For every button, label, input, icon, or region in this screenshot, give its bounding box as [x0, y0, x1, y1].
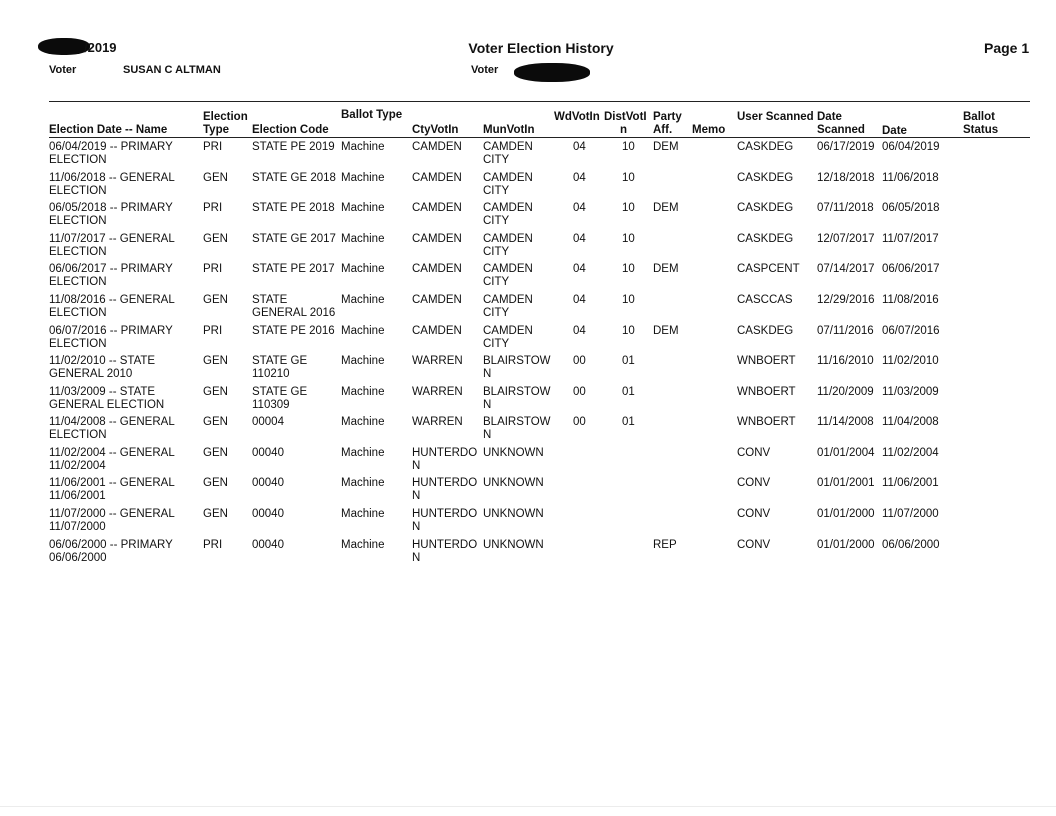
- cell-mun-1: UNKNOWN: [483, 539, 544, 551]
- cell-party: DEM: [653, 325, 679, 337]
- cell-wd: 04: [573, 172, 586, 184]
- cell-dist: 10: [622, 141, 635, 153]
- cell-user: WNBOERT: [737, 355, 796, 367]
- cell-name-1: 11/02/2004 -- GENERAL: [49, 447, 175, 459]
- report-date-fragment: /2019: [84, 40, 117, 55]
- cell-ballot: Machine: [341, 477, 385, 489]
- cell-name-2: 11/02/2004: [49, 460, 106, 472]
- cell-scanned: 11/20/2009: [817, 386, 874, 398]
- cell-ballot: Machine: [341, 447, 385, 459]
- cell-mun-1: CAMDEN: [483, 263, 533, 275]
- cell-type: PRI: [203, 325, 223, 337]
- table-row: [0, 294, 1056, 324]
- cell-mun-2: CITY: [483, 215, 510, 227]
- cell-name-2: 06/06/2000: [49, 552, 107, 564]
- cell-code-2: 110309: [252, 399, 290, 411]
- cell-wd: 00: [573, 386, 586, 398]
- cell-mun-1: UNKNOWN: [483, 508, 544, 520]
- col-dist-2: n: [620, 124, 628, 136]
- cell-type: PRI: [203, 202, 223, 214]
- cell-date: 06/06/2000: [882, 539, 940, 551]
- cell-user: CASPCENT: [737, 263, 800, 275]
- cell-scanned: 07/11/2018: [817, 202, 874, 214]
- table-row: [0, 539, 1056, 569]
- cell-mun-1: CAMDEN: [483, 202, 533, 214]
- cell-cty-2: N: [412, 490, 421, 502]
- cell-code-1: 00040: [252, 447, 284, 459]
- cell-ballot: Machine: [341, 294, 385, 306]
- cell-cty-1: CAMDEN: [412, 263, 462, 275]
- cell-code-2: GENERAL 2016: [252, 307, 336, 319]
- cell-code-1: STATE: [252, 294, 288, 306]
- cell-scanned: 12/18/2018: [817, 172, 875, 184]
- cell-date: 11/02/2010: [882, 355, 939, 367]
- cell-scanned: 06/17/2019: [817, 141, 875, 153]
- cell-name-2: ELECTION: [49, 307, 107, 319]
- cell-date: 11/07/2017: [882, 233, 939, 245]
- col-dist-1: DistVotI: [604, 111, 647, 123]
- cell-code-1: 00040: [252, 477, 284, 489]
- cell-code-2: 110210: [252, 368, 290, 380]
- cell-cty-1: WARREN: [412, 355, 463, 367]
- cell-scanned: 07/14/2017: [817, 263, 875, 275]
- cell-date: 06/04/2019: [882, 141, 940, 153]
- cell-date: 11/06/2001: [882, 477, 939, 489]
- cell-wd: 04: [573, 141, 586, 153]
- cell-name-1: 11/02/2010 -- STATE: [49, 355, 156, 367]
- col-mun: MunVotIn: [483, 124, 535, 136]
- cell-wd: 04: [573, 263, 586, 275]
- col-date: Date: [882, 125, 907, 137]
- col-election-type-1: Election: [203, 111, 248, 123]
- table-row: [0, 233, 1056, 263]
- cell-name-1: 06/06/2017 -- PRIMARY: [49, 263, 173, 275]
- col-cty: CtyVotIn: [412, 124, 459, 136]
- cell-dist: 01: [622, 416, 635, 428]
- cell-type: PRI: [203, 263, 223, 275]
- cell-ballot: Machine: [341, 355, 385, 367]
- cell-date: 11/04/2008: [882, 416, 939, 428]
- cell-code-1: 00004: [252, 416, 284, 428]
- cell-date: 06/07/2016: [882, 325, 940, 337]
- cell-cty-1: WARREN: [412, 386, 463, 398]
- cell-name-1: 11/07/2000 -- GENERAL: [49, 508, 175, 520]
- cell-wd: 00: [573, 355, 586, 367]
- cell-cty-1: HUNTERDO: [412, 508, 478, 520]
- cell-dist: 10: [622, 172, 635, 184]
- cell-date: 11/06/2018: [882, 172, 939, 184]
- cell-scanned: 12/29/2016: [817, 294, 875, 306]
- cell-user: WNBOERT: [737, 386, 796, 398]
- cell-date: 11/08/2016: [882, 294, 939, 306]
- cell-cty-1: CAMDEN: [412, 141, 462, 153]
- cell-name-2: ELECTION: [49, 154, 107, 166]
- cell-scanned: 11/14/2008: [817, 416, 874, 428]
- cell-cty-1: HUNTERDO: [412, 447, 478, 459]
- cell-ballot: Machine: [341, 233, 385, 245]
- cell-type: PRI: [203, 539, 223, 551]
- cell-type: GEN: [203, 447, 228, 459]
- cell-dist: 10: [622, 202, 635, 214]
- cell-mun-1: UNKNOWN: [483, 477, 544, 489]
- table-row: [0, 263, 1056, 293]
- col-party-1: Party: [653, 111, 682, 123]
- cell-mun-2: CITY: [483, 338, 510, 350]
- cell-type: GEN: [203, 294, 228, 306]
- cell-type: PRI: [203, 141, 223, 153]
- table-row: [0, 141, 1056, 171]
- voter-id-label: Voter: [471, 64, 499, 76]
- cell-date: 11/07/2000: [882, 508, 939, 520]
- cell-cty-2: N: [412, 552, 421, 564]
- cell-scanned: 11/16/2010: [817, 355, 874, 367]
- cell-user: CONV: [737, 477, 771, 489]
- cell-cty-2: N: [412, 521, 421, 533]
- cell-mun-2: CITY: [483, 185, 510, 197]
- cell-mun-2: CITY: [483, 307, 510, 319]
- header-rule-top: [49, 101, 1030, 102]
- cell-ballot: Machine: [341, 202, 385, 214]
- cell-user: CASKDEG: [737, 141, 794, 153]
- cell-type: GEN: [203, 386, 228, 398]
- col-ballot-status-1: Ballot: [963, 111, 995, 123]
- cell-mun-1: BLAIRSTOW: [483, 416, 551, 428]
- table-row: [0, 477, 1056, 507]
- cell-ballot: Machine: [341, 325, 385, 337]
- table-row: [0, 355, 1056, 385]
- page-number: Page 1: [984, 40, 1030, 56]
- cell-name-2: GENERAL ELECTION: [49, 399, 165, 411]
- cell-name-1: 06/04/2019 -- PRIMARY: [49, 141, 173, 153]
- cell-code-1: STATE PE 2016: [252, 325, 335, 337]
- cell-mun-2: CITY: [483, 154, 510, 166]
- cell-type: GEN: [203, 172, 228, 184]
- col-party-2: Aff.: [653, 124, 673, 136]
- cell-cty-1: CAMDEN: [412, 294, 462, 306]
- cell-dist: 10: [622, 233, 635, 245]
- cell-name-2: ELECTION: [49, 338, 107, 350]
- cell-user: CASKDEG: [737, 233, 794, 245]
- cell-name-2: 11/06/2001: [49, 490, 106, 502]
- cell-wd: 04: [573, 294, 586, 306]
- cell-mun-2: CITY: [483, 276, 510, 288]
- cell-name-2: 11/07/2000: [49, 521, 106, 533]
- cell-type: GEN: [203, 355, 228, 367]
- cell-code-1: STATE GE 2018: [252, 172, 336, 184]
- cell-cty-1: CAMDEN: [412, 202, 462, 214]
- cell-name-1: 11/04/2008 -- GENERAL: [49, 416, 175, 428]
- cell-user: CASKDEG: [737, 172, 794, 184]
- cell-dist: 01: [622, 355, 635, 367]
- cell-name-2: ELECTION: [49, 215, 107, 227]
- cell-scanned: 01/01/2000: [817, 508, 875, 520]
- cell-code-1: STATE GE: [252, 355, 308, 367]
- col-wd: WdVotIn: [554, 111, 600, 123]
- cell-wd: 04: [573, 233, 586, 245]
- cell-dist: 01: [622, 386, 635, 398]
- cell-scanned: 07/11/2016: [817, 325, 874, 337]
- cell-mun-1: CAMDEN: [483, 325, 533, 337]
- cell-date: 06/05/2018: [882, 202, 940, 214]
- cell-code-1: STATE PE 2017: [252, 263, 335, 275]
- voter-label: Voter: [49, 64, 77, 76]
- table-row: [0, 416, 1056, 446]
- table-row: [0, 202, 1056, 232]
- cell-cty-1: HUNTERDO: [412, 539, 478, 551]
- cell-user: CONV: [737, 539, 771, 551]
- cell-code-1: STATE PE 2019: [252, 141, 335, 153]
- cell-scanned: 01/01/2001: [817, 477, 875, 489]
- cell-user: CONV: [737, 447, 771, 459]
- cell-code-1: 00040: [252, 539, 284, 551]
- cell-party: DEM: [653, 202, 679, 214]
- cell-wd: 00: [573, 416, 586, 428]
- cell-mun-1: BLAIRSTOW: [483, 355, 551, 367]
- cell-user: WNBOERT: [737, 416, 796, 428]
- cell-party: DEM: [653, 263, 679, 275]
- cell-type: GEN: [203, 416, 228, 428]
- col-election-code: Election Code: [252, 124, 329, 136]
- table-row: [0, 447, 1056, 477]
- cell-code-1: STATE PE 2018: [252, 202, 335, 214]
- cell-cty-1: CAMDEN: [412, 172, 462, 184]
- col-memo: Memo: [692, 124, 726, 136]
- cell-name-2: ELECTION: [49, 246, 107, 258]
- scan-artifact-line: [0, 806, 1056, 807]
- cell-user: CASKDEG: [737, 325, 794, 337]
- cell-user: CASKDEG: [737, 202, 794, 214]
- cell-name-2: ELECTION: [49, 429, 107, 441]
- cell-name-1: 11/07/2017 -- GENERAL: [49, 233, 175, 245]
- col-date-scanned-2: Scanned: [817, 124, 865, 136]
- cell-dist: 10: [622, 294, 635, 306]
- cell-mun-1: UNKNOWN: [483, 447, 544, 459]
- cell-code-1: 00040: [252, 508, 284, 520]
- cell-cty-1: HUNTERDO: [412, 477, 478, 489]
- cell-party: DEM: [653, 141, 679, 153]
- cell-cty-1: CAMDEN: [412, 233, 462, 245]
- cell-name-1: 06/07/2016 -- PRIMARY: [49, 325, 173, 337]
- cell-name-1: 11/03/2009 -- STATE: [49, 386, 156, 398]
- report-title: Voter Election History: [468, 40, 614, 56]
- cell-name-1: 06/06/2000 -- PRIMARY: [49, 539, 173, 551]
- cell-ballot: Machine: [341, 172, 385, 184]
- cell-ballot: Machine: [341, 386, 385, 398]
- cell-type: GEN: [203, 477, 228, 489]
- table-row: [0, 172, 1056, 202]
- cell-mun-2: N: [483, 399, 492, 411]
- cell-mun-2: CITY: [483, 246, 510, 258]
- cell-type: GEN: [203, 233, 228, 245]
- cell-wd: 04: [573, 325, 586, 337]
- cell-name-1: 11/08/2016 -- GENERAL: [49, 294, 175, 306]
- col-ballot-status-2: Status: [963, 124, 999, 136]
- cell-wd: 04: [573, 202, 586, 214]
- col-date-scanned-1: Date: [817, 111, 842, 123]
- cell-name-2: GENERAL 2010: [49, 368, 133, 380]
- cell-mun-2: N: [483, 368, 492, 380]
- cell-name-1: 06/05/2018 -- PRIMARY: [49, 202, 173, 214]
- cell-name-1: 11/06/2001 -- GENERAL: [49, 477, 175, 489]
- table-row: [0, 386, 1056, 416]
- cell-cty-1: CAMDEN: [412, 325, 462, 337]
- table-row: [0, 325, 1056, 355]
- cell-mun-1: CAMDEN: [483, 172, 533, 184]
- redaction-mark: [514, 63, 590, 82]
- cell-mun-1: BLAIRSTOW: [483, 386, 551, 398]
- col-ballot-type: Ballot Type: [341, 109, 403, 121]
- header-rule-bottom: [49, 137, 1030, 138]
- cell-ballot: Machine: [341, 141, 385, 153]
- cell-scanned: 01/01/2000: [817, 539, 875, 551]
- cell-mun-1: CAMDEN: [483, 233, 533, 245]
- cell-party: REP: [653, 539, 677, 551]
- cell-dist: 10: [622, 263, 635, 275]
- cell-ballot: Machine: [341, 539, 385, 551]
- cell-ballot: Machine: [341, 263, 385, 275]
- cell-mun-1: CAMDEN: [483, 294, 533, 306]
- cell-cty-1: WARREN: [412, 416, 463, 428]
- cell-name-1: 11/06/2018 -- GENERAL: [49, 172, 175, 184]
- cell-name-2: ELECTION: [49, 185, 107, 197]
- cell-name-2: ELECTION: [49, 276, 107, 288]
- col-user: User Scanned: [737, 111, 814, 123]
- cell-type: GEN: [203, 508, 228, 520]
- cell-user: CASCCAS: [737, 294, 793, 306]
- cell-date: 06/06/2017: [882, 263, 940, 275]
- cell-ballot: Machine: [341, 508, 385, 520]
- col-election-type-2: Type: [203, 124, 229, 136]
- cell-code-1: STATE GE 2017: [252, 233, 336, 245]
- cell-mun-1: CAMDEN: [483, 141, 533, 153]
- cell-ballot: Machine: [341, 416, 385, 428]
- cell-mun-2: N: [483, 429, 492, 441]
- cell-cty-2: N: [412, 460, 421, 472]
- cell-scanned: 01/01/2004: [817, 447, 875, 459]
- cell-date: 11/02/2004: [882, 447, 939, 459]
- table-row: [0, 508, 1056, 538]
- col-name: Election Date -- Name: [49, 124, 168, 136]
- cell-scanned: 12/07/2017: [817, 233, 875, 245]
- cell-date: 11/03/2009: [882, 386, 939, 398]
- cell-dist: 10: [622, 325, 635, 337]
- cell-user: CONV: [737, 508, 771, 520]
- voter-name: SUSAN C ALTMAN: [123, 64, 221, 76]
- cell-code-1: STATE GE: [252, 386, 308, 398]
